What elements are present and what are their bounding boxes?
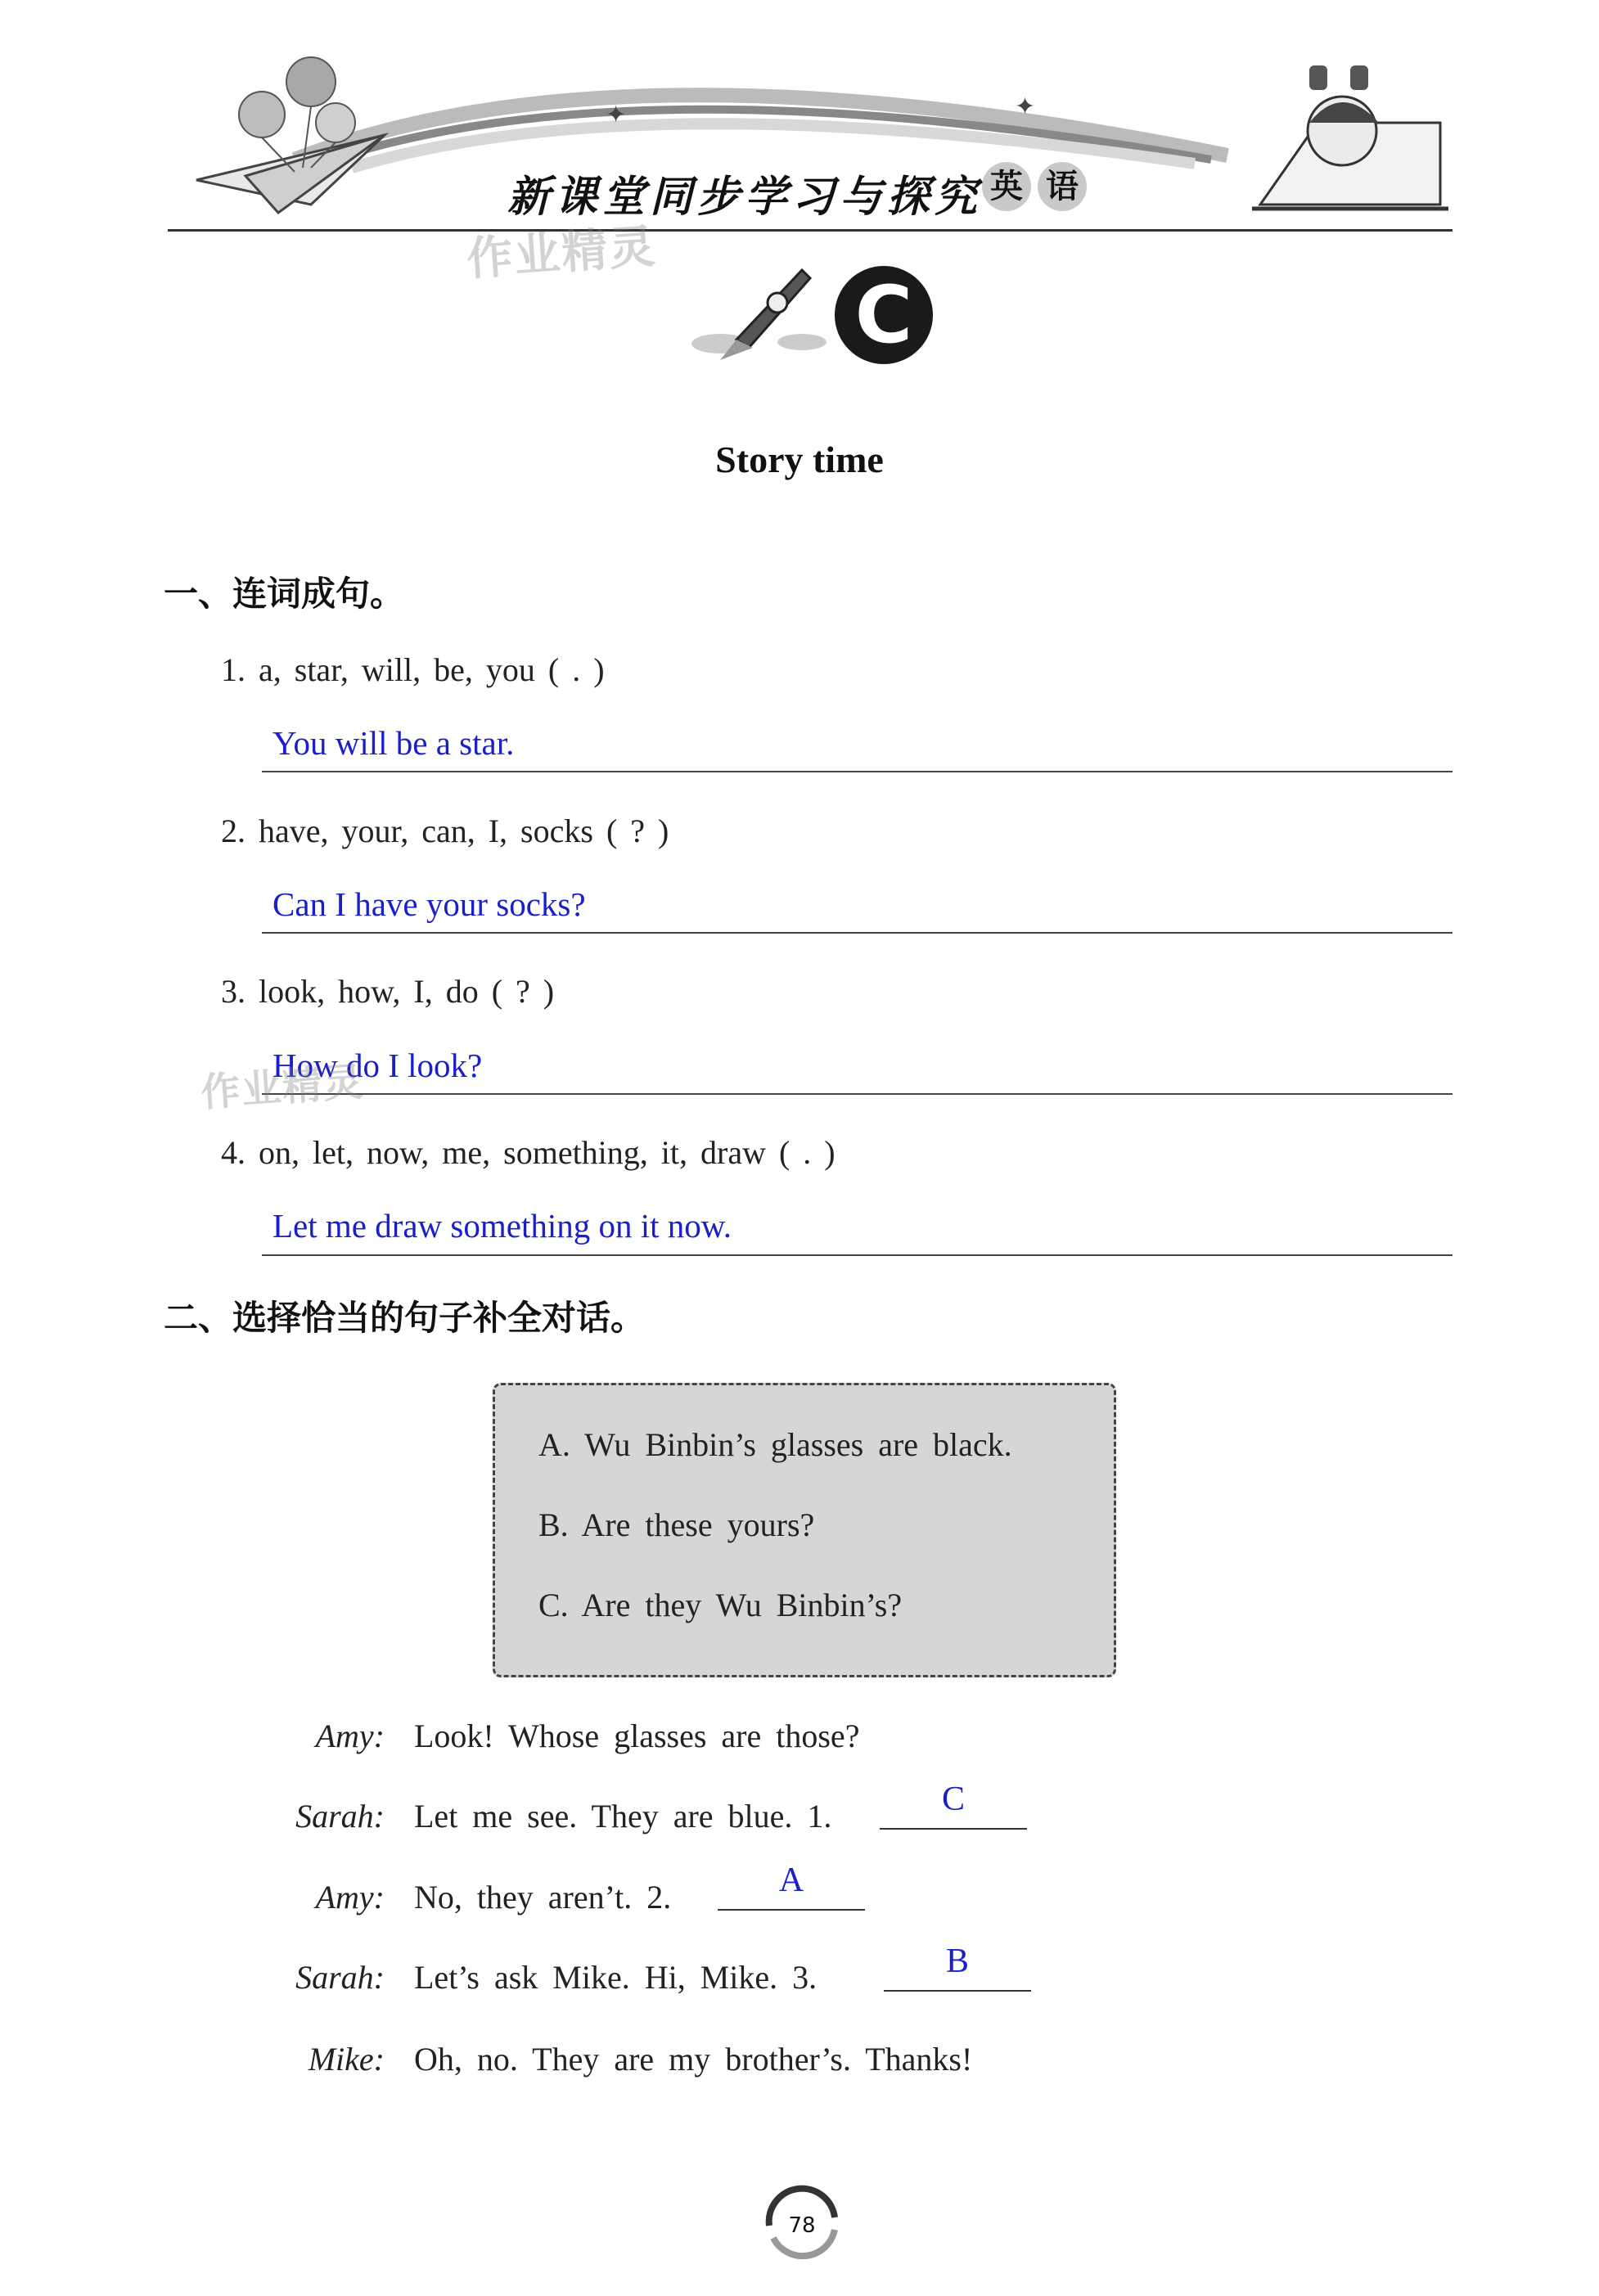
blank-line-2 — [718, 1909, 865, 1911]
dialogue-text-3: No, they aren’t. 2. — [414, 1879, 672, 1916]
page-number: 78 — [788, 2213, 816, 2238]
part1-heading: 一、连词成句。 — [164, 574, 405, 614]
part1-prompt-2: 2. have, your, can, I, socks ( ? ) — [221, 813, 669, 849]
dialogue-text-4: Let’s ask Mike. Hi, Mike. 3. — [414, 1959, 818, 1996]
blank-line-1 — [880, 1828, 1027, 1830]
option-b: B. Are these yours? — [538, 1506, 815, 1543]
subject-badge-2: 语 — [1038, 162, 1087, 211]
speaker-2: Sarah: — [295, 1798, 385, 1835]
blank-line-3 — [884, 1990, 1031, 1992]
part1-prompt-3: 3. look, how, I, do ( ? ) — [221, 973, 555, 1010]
speaker-3: Amy: — [315, 1879, 385, 1916]
speaker-4: Sarah: — [295, 1959, 385, 1996]
dialogue-text-2: Let me see. They are blue. 1. — [414, 1798, 832, 1835]
speaker-5: Mike: — [308, 2041, 385, 2078]
header-rule — [168, 229, 1453, 232]
svg-text:✦: ✦ — [1015, 93, 1036, 120]
answer-line-2 — [262, 932, 1453, 934]
dialogue-text-1: Look! Whose glasses are those? — [414, 1717, 860, 1754]
answer-line-4 — [262, 1254, 1453, 1256]
speaker-1: Amy: — [315, 1717, 385, 1754]
story-title: Story time — [715, 439, 884, 480]
part1-answer-3[interactable]: How do I look? — [273, 1047, 483, 1084]
section-letter-badge: C — [835, 266, 933, 364]
book-title: 新课堂同步学习与探究 — [507, 172, 983, 222]
svg-text:✦: ✦ — [606, 101, 627, 128]
option-c: C. Are they Wu Binbin’s? — [538, 1587, 903, 1623]
part2-heading: 二、选择恰当的句子补全对话。 — [164, 1298, 646, 1338]
rocket-icon — [687, 245, 835, 368]
part1-prompt-1: 1. a, star, will, be, you ( . ) — [221, 651, 605, 688]
blank-answer-1[interactable]: C — [941, 1781, 965, 1818]
blank-answer-3[interactable]: B — [945, 1943, 969, 1980]
watermark: 作业精灵 — [465, 219, 659, 287]
part1-answer-2[interactable]: Can I have your socks? — [273, 885, 586, 923]
answer-line-3 — [262, 1093, 1453, 1095]
answer-line-1 — [262, 771, 1453, 772]
watermark-2: 作业精灵 — [199, 1059, 367, 1116]
part1-answer-4[interactable]: Let me draw something on it now. — [273, 1207, 732, 1245]
blank-answer-2[interactable]: A — [778, 1862, 804, 1899]
part1-answer-1[interactable]: You will be a star. — [273, 724, 515, 762]
dialogue-text-5: Oh, no. They are my brother’s. Thanks! — [414, 2041, 973, 2078]
subject-badge-1: 英 — [982, 162, 1031, 211]
option-a: A. Wu Binbin’s glasses are black. — [538, 1426, 1012, 1463]
part1-prompt-4: 4. on, let, now, me, something, it, draw ( . ) — [221, 1134, 836, 1171]
